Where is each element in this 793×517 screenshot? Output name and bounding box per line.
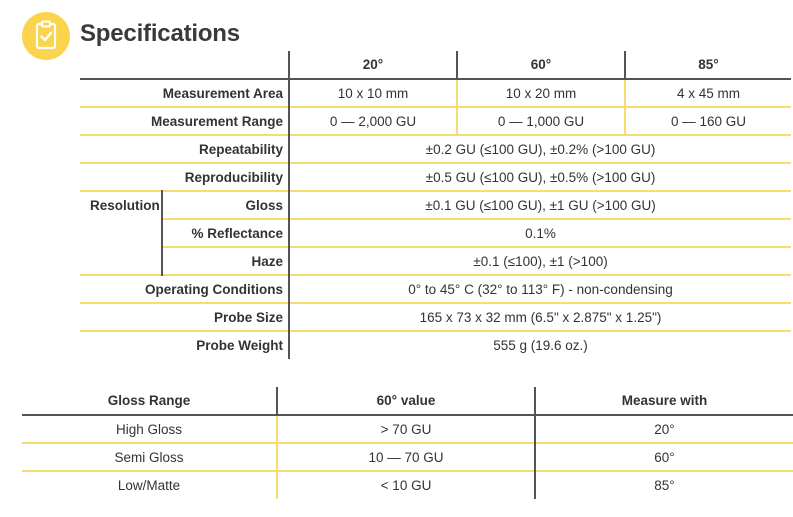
gloss-range-table [22,387,793,499]
table-row [22,471,793,499]
repeatability-value: ±0.2 GU (≤100 GU), ±0.2% (>100 GU) [425,141,656,157]
table-row [22,443,793,471]
table-row [80,303,791,331]
column-header-60-value: 60° value [277,387,535,415]
page-title: Specifications [80,20,240,47]
table-row [80,219,791,247]
row-label-operating-conditions: Operating Conditions [80,275,289,303]
reproducibility-value: ±0.5 GU (≤100 GU), ±0.5% (>100 GU) [425,169,656,185]
table-row [80,191,791,219]
resolution-reflectance-value: 0.1% [525,225,556,241]
clipboard-check-icon [22,12,70,60]
column-header-60: 60° [457,51,625,79]
probe-weight-value: 555 g (19.6 oz.) [493,338,588,353]
row-label-measurement-area: Measurement Area [80,79,289,107]
spec-header-row [80,51,791,79]
gloss-header-row [22,387,793,415]
probe-size-value: 165 x 73 x 32 mm (6.5" x 2.875" x 1.25") [419,309,662,325]
gloss-range-cell: High Gloss [22,415,277,443]
row-label-haze: Haze [162,247,289,275]
spec-header-blank [80,51,289,79]
measurement-area-85: 4 x 45 mm [676,85,741,101]
resolution-haze-value: ±0.1 (≤100), ±1 (>100) [473,253,608,269]
table-row [80,107,791,135]
gloss-range-cell: Low/Matte [22,471,277,499]
column-header-measure-with: Measure with [621,393,708,408]
column-header-gloss-range: Gloss Range [22,387,277,415]
measurement-area-20: 10 x 10 mm [289,79,457,107]
operating-conditions-value: 0° to 45° C (32° to 113° F) - non-condensing [408,281,673,297]
row-label-resolution: Resolution [80,191,162,275]
specifications-table [80,51,791,359]
row-label-reproducibility: Reproducibility [80,163,289,191]
gloss-value-cell: < 10 GU [277,471,535,499]
table-row [80,331,791,359]
measurement-range-60: 0 — 1,000 GU [457,107,625,135]
table-row [80,135,791,163]
gloss-range-cell: Semi Gloss [22,443,277,471]
gloss-value-cell: > 70 GU [277,415,535,443]
table-row [22,415,793,443]
measurement-range-20: 0 — 2,000 GU [289,107,457,135]
column-header-85: 85° [698,57,719,72]
measure-with-cell: 60° [654,449,675,465]
table-row [80,275,791,303]
row-label-probe-weight: Probe Weight [80,331,289,359]
table-row [80,247,791,275]
column-header-20: 20° [289,51,457,79]
resolution-gloss-value: ±0.1 GU (≤100 GU), ±1 GU (>100 GU) [425,197,656,213]
row-label-measurement-range: Measurement Range [80,107,289,135]
measurement-area-60: 10 x 20 mm [457,79,625,107]
measurement-range-85: 0 — 160 GU [670,113,747,129]
table-row [80,79,791,107]
row-label-gloss: Gloss [162,191,289,219]
row-label-probe-size: Probe Size [80,303,289,331]
measure-with-cell: 85° [654,478,675,493]
gloss-value-cell: 10 — 70 GU [277,443,535,471]
measure-with-cell: 20° [654,421,675,437]
row-label-reflectance: % Reflectance [162,219,289,247]
row-label-repeatability: Repeatability [80,135,289,163]
table-row [80,163,791,191]
